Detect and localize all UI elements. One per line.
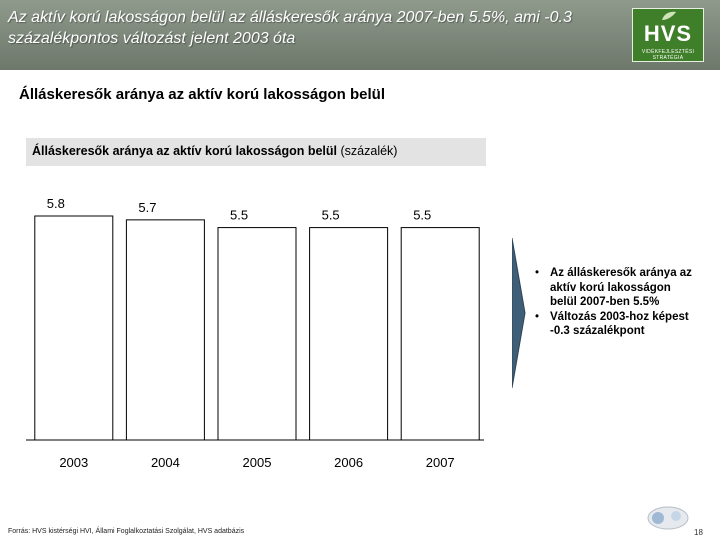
logo-subtext: VIDÉKFEJLESZTÉSI STRATÉGIA	[641, 49, 695, 61]
logo-text: HVS	[643, 21, 693, 46]
note-text: Az álláskeresők aránya az aktív korú lakosságon belül 2007-ben 5.5%	[550, 267, 692, 308]
category-label: 2007	[425, 455, 455, 470]
bar-2006	[310, 228, 388, 440]
arrow-marker-icon	[512, 238, 526, 388]
notes-list	[535, 266, 700, 339]
section-title: Álláskeresők aránya az aktív korú lakosságon belül	[19, 86, 386, 103]
page-number: 18	[694, 528, 703, 537]
chart-title-main: Álláskeresők aránya az aktív korú lakosságon belül	[32, 144, 338, 158]
bullet-icon: •	[535, 310, 540, 323]
category-label: 2006	[334, 455, 364, 470]
note-item	[535, 310, 700, 339]
category-label: 2005	[242, 455, 272, 470]
source-footer: Forrás: HVS kistérségi HVI, Állami Foglalkoztatási Szolgálat, HVS adatbázis	[8, 528, 245, 535]
bar-2007	[401, 228, 479, 440]
bar-2004	[126, 220, 204, 440]
chart-title-unit: (százalék)	[340, 144, 398, 158]
note-item	[535, 266, 700, 310]
value-label: 5.5	[413, 207, 432, 223]
bullet-icon: •	[535, 267, 540, 279]
value-label: 5.8	[46, 196, 65, 211]
bar-2003	[35, 216, 113, 440]
footer-logo-icon	[646, 502, 690, 532]
category-label: 2004	[150, 455, 180, 470]
value-label: 5.5	[321, 207, 340, 223]
note-text: Változás 2003-hoz képest -0.3 százalékpont	[550, 310, 689, 337]
page-title: Az aktív korú lakosságon belül az álláskeresők aránya 2007-ben 5.5%, ami -0.3 százalékpontos változást jelent 2003 óta	[8, 9, 572, 47]
bar-2005	[218, 228, 296, 440]
value-label: 5.5	[230, 207, 249, 223]
category-label: 2003	[59, 455, 89, 470]
value-label: 5.7	[138, 199, 157, 215]
